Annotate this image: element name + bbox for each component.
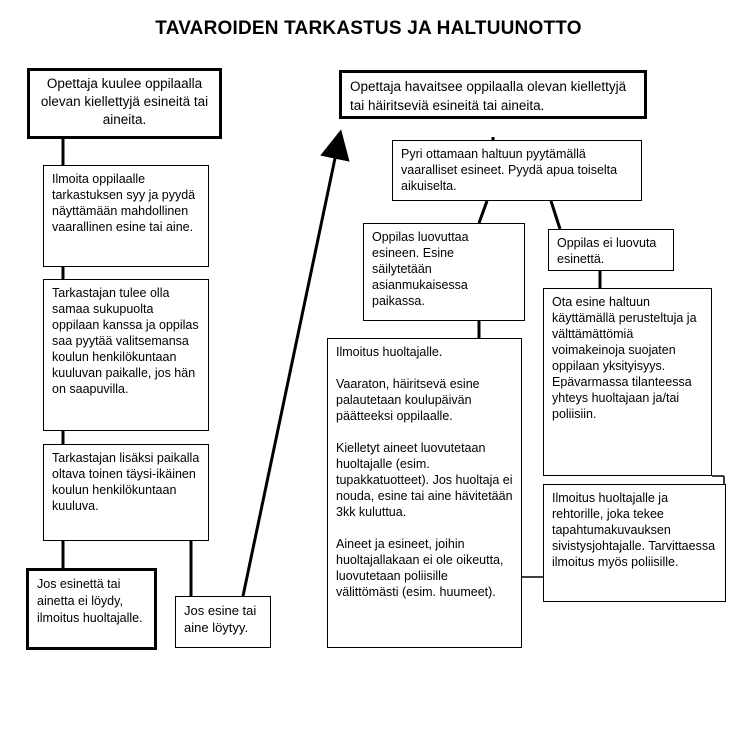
notify-principal-box: Ilmoitus huoltajalle ja rehtorille, joka tekee tapahtumakuvauksen sivistysjohtajalle. Tarvittaessa ilmoitus myös poliisille.: [543, 484, 726, 602]
left-step2-box: Tarkastajan tulee olla samaa sukupuolta oppilaan kanssa ja oppilas saa pyytää valitsemansa koulun henkilökuntaan kuuluvan paikalle, jos hän on saapuvilla.: [43, 279, 209, 431]
diagram-title: TAVAROIDEN TARKASTUS JA HALTUUNOTTO: [155, 18, 582, 39]
not-surrender-box: Oppilas ei luovuta esinettä.: [548, 229, 674, 271]
request-box: Pyri ottamaan haltuun pyytämällä vaaralliset esineet. Pyydä apua toiselta aikuiselta.: [392, 140, 642, 201]
left-step3-box: Tarkastajan lisäksi paikalla oltava toinen täysi-ikäinen koulun henkilökuntaan kuuluva.: [43, 444, 209, 541]
arrow-found-to-right-start: [243, 144, 338, 596]
take-by-force-box: Ota esine haltuun käyttämällä perusteltuja ja välttämättömiä voimakeinoja suojaten oppilaan yksityisyys. Epävarmassa tilanteessa yhteys huoltajaan ja/tai poliisiin.: [543, 288, 712, 476]
connector-request-to-surrenders: [479, 201, 487, 223]
surrenders-box: Oppilas luovuttaa esineen. Esine säilytetään asianmukaisessa paikassa.: [363, 223, 525, 321]
notify-guardian-box: Ilmoitus huoltajalle. Vaaraton, häiritsevä esine palautetaan koulupäivän päätteeksi oppilaalle. Kielletyt aineet luovutetaan huoltajalle (esim. tupakkatuotteet). Jos huoltaja ei nouda, esine tai aine hävitetään 3kk kuluttua. Aineet ja esineet, joihin huoltajallakaan ei ole oikeutta, luovutetaan poliisille välittömästi (esim. huumeet).: [327, 338, 522, 648]
right-start-box: Opettaja havaitsee oppilaalla olevan kiellettyjä tai häiritseviä esineitä tai aineita.: [339, 70, 647, 119]
left-step1-box: Ilmoita oppilaalle tarkastuksen syy ja pyydä näyttämään mahdollinen vaarallinen esine tai aine.: [43, 165, 209, 267]
left-start-box: Opettaja kuulee oppilaalla olevan kiellettyjä esineitä tai aineita.: [27, 68, 222, 139]
found-box: Jos esine tai aine löytyy.: [175, 596, 271, 648]
not-found-box: Jos esinettä tai ainetta ei löydy, ilmoitus huoltajalle.: [26, 568, 157, 650]
connector-request-to-not-surrender: [551, 201, 560, 229]
